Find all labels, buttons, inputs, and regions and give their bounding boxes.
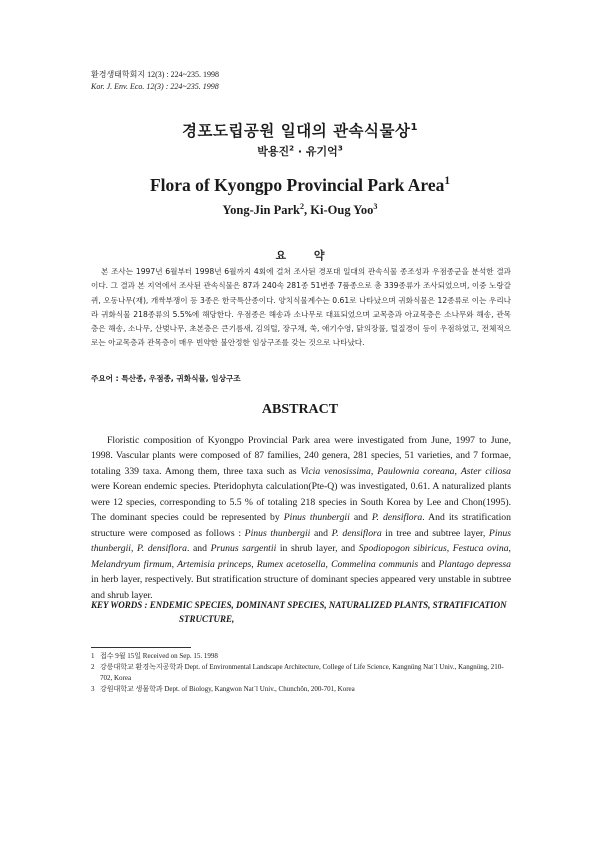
korean-title-footnote-mark: 1	[410, 121, 418, 133]
author-separator: ·	[294, 145, 306, 158]
author-footnote-mark: 2	[299, 201, 305, 211]
abstract-text-segment: ,	[171, 558, 178, 570]
footnote	[91, 651, 511, 662]
author-name: Ki-Oug Yoo	[310, 203, 374, 217]
abstract-body	[91, 433, 511, 603]
abstract-text-segment: and	[418, 558, 439, 570]
english-keywords	[91, 599, 511, 626]
species-name: P. densiflora	[331, 527, 382, 539]
abstract-text-segment: ,	[454, 465, 461, 477]
english-keywords-line1: KEY WORDS : ENDEMIC SPECIES, DOMINANT SPECIES, NATURALIZED PLANTS, STRATIFICATION	[91, 600, 507, 610]
footnote-number: 2	[91, 663, 95, 671]
korean-authors	[0, 143, 600, 159]
abstract-text-segment: in tree and subtree layer,	[381, 527, 489, 539]
author-footnote-mark: 3	[373, 201, 378, 211]
species-name: Spodiopogon sibiricus	[358, 543, 447, 555]
footnote-rule	[91, 647, 191, 648]
abstract-text-segment: were Korean endemic species. Pteridophyta calculation(Pte-Q) was investigated, 0.61. A naturalized plants were 12 species, corresponding to 5.5 % of totaling 218 species in South Korea by Lee and Chon(1995). The dominant species could be represented by	[91, 481, 511, 524]
journal-citation-english: Kor. J. Env. Eco. 12(3) : 224~235. 1998	[91, 82, 219, 91]
english-title-text: Flora of Kyongpo Provincial Park Area	[149, 175, 445, 195]
abstract-text-segment: . And its stratification structure were composed as follows :	[91, 512, 511, 539]
footnote-text: 강릉대학교 환경녹지공학과 Dept. of Environmental Landscape Architecture, College of Life Science, Kangnüng Nat`l Univ., Kangnüng, 210-702, Korea	[100, 663, 504, 682]
author-name: 유기억	[305, 145, 338, 158]
english-title-footnote-mark: 1	[444, 175, 451, 188]
abstract-text-segment: and	[310, 527, 332, 539]
species-name: Pinus thunbergii	[244, 527, 311, 539]
species-name: Aster ciliosa	[460, 465, 512, 477]
footnote-number: 1	[91, 652, 95, 660]
species-name: Commelina communis	[331, 558, 419, 570]
korean-title-text: 경포도립공원 일대의 관속식물상	[182, 122, 411, 140]
footnote	[91, 662, 511, 684]
author-separator: ,	[304, 203, 311, 217]
abstract-text-segment: in shrub layer, and	[276, 543, 359, 555]
footnote-text: 강원대학교 생물학과 Dept. of Biology, Kangwon Nat`l Univ., Chunchŏn, 200-701, Korea	[100, 685, 355, 693]
author-footnote-mark: 3	[337, 143, 343, 153]
english-authors	[0, 203, 600, 218]
journal-citation	[91, 69, 219, 93]
english-keywords-line2: STRUCTURE,	[179, 613, 235, 624]
species-name: Melandryum firmum	[91, 558, 172, 570]
journal-citation-korean: 환경생태학회지 12(3) : 224~235. 1998	[91, 70, 219, 79]
author-name: 박용진	[257, 145, 290, 158]
species-name: P. densiflora	[137, 543, 187, 555]
author-footnote-mark: 2	[289, 143, 295, 153]
footnotes	[91, 651, 511, 695]
species-name: Festuca ovina	[452, 543, 509, 555]
korean-title	[0, 119, 600, 141]
korean-summary-body: 본 조사는 1997년 6월부터 1998년 6월까지 4회에 걸쳐 조사된 경포대 일대의 관속식물 종조성과 우점종군을 분석한 결과이다. 그 결과 본 지역에서 조사된 관속식물은 87과 240속 281종 51변종 7품종으로 총 339종류가 조사되었으며, 이중 노랑갈퀴, 오동나무(재), 개싹부쟁이 등 3종은 한국특산종이다. 양치식물계수는 0.61로 나타났으며 귀화식물은 12종류로 이는 우리나라 귀화식물 218종류의 5.5%에 해당한다. 우점종은 해송과 소나무로 대표되었으며 교목층과 아교목층은 소나무와 해송, 관목층은 해송, 소나무, 산벚나무, 초본층은 큰기름새, 김의털, 장구채, 쑥, 애기수영, 닭의장풀, 털질경이 등이 우점하였고, 전체적으로는 아교목층과 관목층이 매우 빈약한 불안정한 임상구조를 갖는 것으로 나타났다.	[91, 267, 511, 348]
species-name: Plantago depressa	[438, 558, 512, 570]
korean-summary-heading: 요 약	[275, 249, 337, 262]
species-name: Prunus sargentii	[210, 543, 277, 555]
species-name: Vicia venosissima	[300, 465, 371, 477]
abstract-text-segment: ,	[251, 558, 257, 570]
abstract-heading: ABSTRACT	[261, 402, 339, 417]
english-title	[0, 175, 600, 196]
species-name: Pinus thunbergii	[283, 512, 350, 524]
abstract-text-segment: in herb layer, respectively. But stratification structure of dominant species appeared very unstable in subtree and shrub layer.	[91, 574, 511, 601]
species-name: Artemisia princeps	[177, 558, 252, 570]
abstract-text-segment: ,	[508, 543, 511, 555]
footnote	[91, 684, 511, 695]
species-name: Pinus thunbergii	[91, 527, 511, 555]
footnote-number: 3	[91, 685, 95, 693]
abstract-text-segment: ,	[370, 465, 378, 477]
footnote-text: 접수 9월 15일 Received on Sep. 15. 1998	[100, 652, 218, 660]
species-name: P. densiflora	[371, 512, 423, 524]
species-name: Paulownia coreana	[377, 465, 455, 477]
abstract-text-segment: ,	[131, 543, 138, 555]
korean-keywords: 주요어 : 특산종, 우점종, 귀화식물, 임상구조	[91, 374, 241, 383]
abstract-text-segment: and	[349, 512, 372, 524]
species-name: Rumex acetosella	[256, 558, 326, 570]
author-name: Yong-Jin Park	[222, 203, 300, 217]
abstract-text-segment: ,	[325, 558, 332, 570]
abstract-text-segment: . and	[187, 543, 211, 555]
abstract-text-segment: ,	[446, 543, 453, 555]
abstract-text-segment: Floristic composition of Kyongpo Provincial Park area were investigated from June, 1997 to June, 1998. Vascular plants were composed of 87 families, 240 genera, 281 species, 51 varieties, and 7 formae, totaling 339 taxa. Among them, three taxa such as	[91, 435, 511, 477]
